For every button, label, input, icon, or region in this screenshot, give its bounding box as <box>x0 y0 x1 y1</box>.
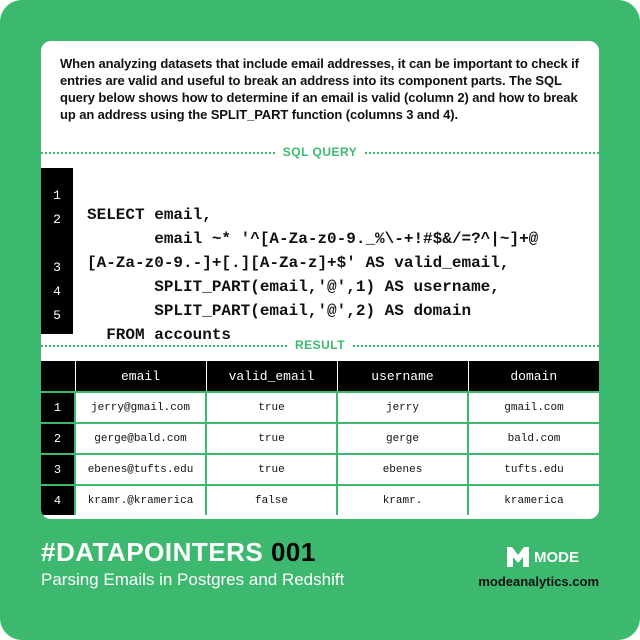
result-divider <box>41 339 599 353</box>
cell-email: jerry@gmail.com <box>75 392 206 423</box>
table-row <box>41 485 599 515</box>
line-number: 5 <box>53 308 61 323</box>
cell-email: ebenes@tufts.edu <box>75 454 206 485</box>
website-link[interactable]: modeanalytics.com <box>478 574 599 589</box>
table-row <box>41 392 599 423</box>
table-header-row <box>41 361 599 392</box>
cell-username: gerge <box>337 423 468 454</box>
row-index: 3 <box>41 454 75 485</box>
series-hashtag: #DATAPOINTERS <box>41 537 264 567</box>
cell-username: jerry <box>337 392 468 423</box>
mode-logo-icon <box>507 547 529 567</box>
line-number: 2 <box>53 212 61 227</box>
code-text: SPLIT_PART(email,'@',2) AS domain <box>87 302 472 320</box>
brand-name: MODE <box>534 549 579 566</box>
sql-query-label: SQL QUERY <box>277 145 364 159</box>
cell-valid-email: true <box>206 392 337 423</box>
code-text: FROM accounts <box>87 326 232 344</box>
cell-valid-email: true <box>206 423 337 454</box>
cell-username: kramr. <box>337 485 468 515</box>
cell-domain: bald.com <box>468 423 599 454</box>
series-number: 001 <box>270 537 316 567</box>
code-text: SELECT email, <box>87 206 212 224</box>
cell-email: gerge@bald.com <box>75 423 206 454</box>
code-text: [A-Za-z0-9.-]+[.][A-Za-z]+$' AS valid_email, <box>87 254 510 272</box>
cell-domain: tufts.edu <box>468 454 599 485</box>
cell-valid-email: true <box>206 454 337 485</box>
cell-email: kramr.@kramerica <box>75 485 206 515</box>
column-header-domain: domain <box>468 361 599 392</box>
cell-domain: gmail.com <box>468 392 599 423</box>
line-number: 1 <box>53 188 61 203</box>
intro-text: When analyzing datasets that include email addresses, it can be important to check if entries are valid and useful to break an address into its component parts. The SQL query below shows how to determine if an email is valid (column 2) and how to break up an address using the SPLIT_PART function (columns 3 and 4). <box>60 56 579 122</box>
row-index: 4 <box>41 485 75 515</box>
header-index-cell <box>41 361 75 392</box>
line-number: 4 <box>53 284 61 299</box>
cell-domain: kramerica <box>468 485 599 515</box>
line-number: 3 <box>53 260 61 275</box>
sql-code-block <box>41 168 599 344</box>
post-subtitle: Parsing Emails in Postgres and Redshift <box>41 570 345 589</box>
column-header-email: email <box>75 361 206 392</box>
cell-valid-email: false <box>206 485 337 515</box>
sql-query-divider <box>41 146 599 160</box>
row-index: 2 <box>41 423 75 454</box>
table-row <box>41 454 599 485</box>
series-title <box>41 537 316 568</box>
code-text: SPLIT_PART(email,'@',1) AS username, <box>87 278 500 296</box>
table-row <box>41 423 599 454</box>
result-label: RESULT <box>289 338 351 352</box>
cell-username: ebenes <box>337 454 468 485</box>
row-index: 1 <box>41 392 75 423</box>
result-table <box>41 361 599 515</box>
code-text: email ~* '^[A-Za-z0-9._%\-+!#$&/=?^|~]+@ <box>87 230 539 248</box>
column-header-username: username <box>337 361 468 392</box>
column-header-valid-email: valid_email <box>206 361 337 392</box>
content-card <box>41 41 599 519</box>
